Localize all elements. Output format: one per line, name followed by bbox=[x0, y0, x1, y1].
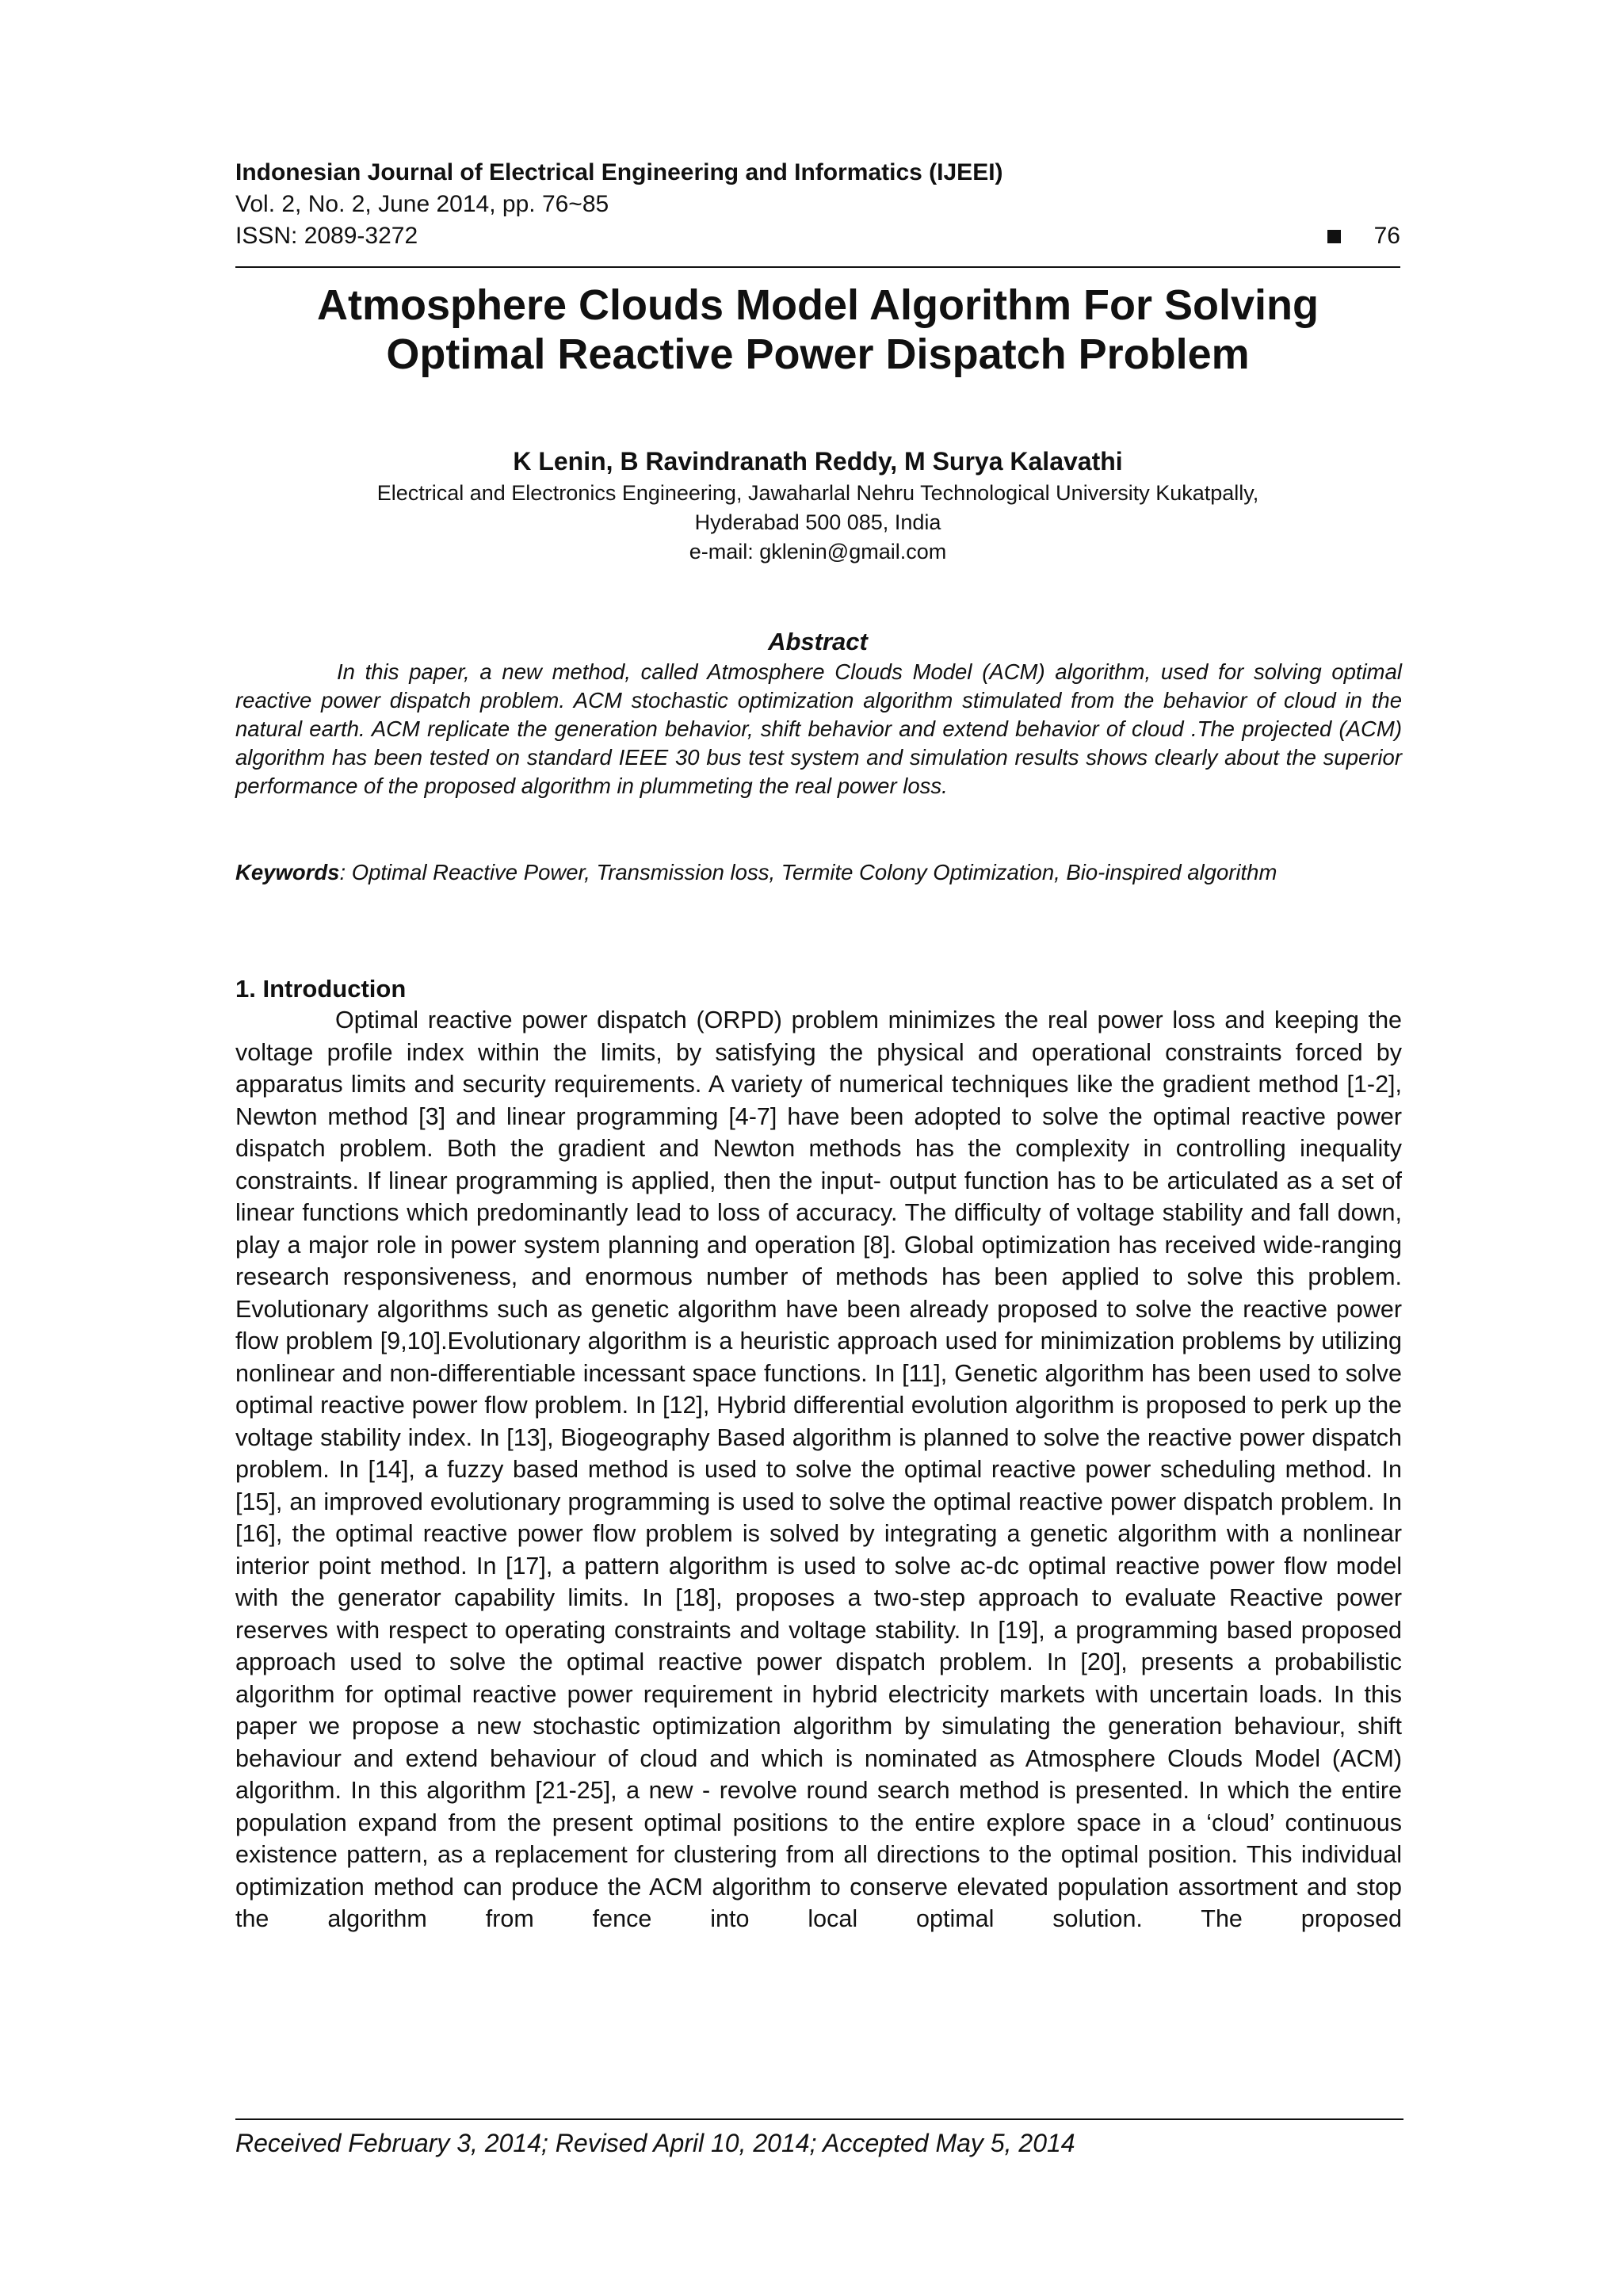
section-heading-introduction: 1. Introduction bbox=[235, 975, 407, 1003]
paper-title-line-1: Atmosphere Clouds Model Algorithm For Solving bbox=[316, 281, 1319, 329]
keywords-label: Keywords bbox=[235, 860, 340, 884]
black-square-icon bbox=[1327, 230, 1341, 243]
issn: ISSN: 2089-3272 bbox=[235, 223, 418, 249]
page-number: 76 bbox=[1373, 223, 1400, 249]
submission-history: Received February 3, 2014; Revised April 10, 2014; Accepted May 5, 2014 bbox=[235, 2129, 1075, 2157]
footer-divider bbox=[235, 2118, 1403, 2120]
author-email: e-mail: gklenin@gmail.com bbox=[689, 540, 947, 563]
issn-row bbox=[235, 220, 1400, 252]
author-block bbox=[235, 444, 1400, 567]
abstract-heading: Abstract bbox=[768, 628, 868, 655]
affiliation-line-2: Hyderabad 500 085, India bbox=[694, 510, 941, 534]
paper-title bbox=[235, 281, 1400, 379]
paper-title-line-2: Optimal Reactive Power Dispatch Problem bbox=[386, 330, 1250, 378]
abstract-text: In this paper, a new method, called Atmosphere Clouds Model (ACM) algorithm, used for solving optimal reactive power dispatch problem. ACM stochastic optimization algorithm stimulated from the behavior of cloud in the natural earth. ACM replicate the generation behavior, shift behavior and extend behavior of cloud .The projected (ACM) algorithm has been tested on standard IEEE 30 bus test system and simulation results shows clearly about the superior performance of the proposed algorithm in plummeting the real power loss. bbox=[235, 659, 1402, 798]
affiliation-line-1: Electrical and Electronics Engineering, Jawaharlal Nehru Technological University Kukatpally, bbox=[376, 481, 1259, 505]
author-names: K Lenin, B Ravindranath Reddy, M Surya Kalavathi bbox=[513, 447, 1123, 476]
journal-title: Indonesian Journal of Electrical Engineering and Informatics (IJEEI) bbox=[235, 159, 1003, 185]
volume-info: Vol. 2, No. 2, June 2014, pp. 76~85 bbox=[235, 191, 609, 217]
running-header bbox=[235, 157, 1400, 252]
page-number-group bbox=[1327, 220, 1400, 252]
introduction-text: Optimal reactive power dispatch (ORPD) problem minimizes the real power loss and keeping the voltage profile index within the limits, by satisfying the physical and operational constraints forced by apparatus limits and security requirements. A variety of numerical techniques like the gradient method [1-2], Newton method [3] and linear programming [4-7] have been adopted to solve the optimal reactive power dispatch problem. Both the gradient and Newton methods has the complexity in controlling inequality constraints. If linear programming is applied, then the input- output function has to be articulated as a set of linear functions which predominantly lead to loss of accuracy. The difficulty of voltage stability and fall down, play a major role in power system planning and operation [8]. Global optimization has received wide-ranging research responsiveness, and enormous number of methods has been applied to solve this problem. Evolutionary algorithms such as genetic algorithm have been already proposed to solve the reactive power flow problem [9,10].Evolutionary algorithm is a heuristic approach used for minimization problems by utilizing nonlinear and non-differentiable incessant space functions. In [11], Genetic algorithm has been used to solve optimal reactive power flow problem. In [12], Hybrid differential evolution algorithm is proposed to perk up the voltage stability index. In [13], Biogeography Based algorithm is planned to solve the reactive power dispatch problem. In [14], a fuzzy based method is used to solve the optimal reactive power scheduling method. In [15], an improved evolutionary programming is used to solve the optimal reactive power dispatch problem. In [16], the optimal reactive power flow problem is solved by integrating a genetic algorithm with a nonlinear interior point method. In [17], a pattern algorithm is used to solve ac-dc optimal reactive power flow model with the generator capability limits. In [18], proposes a two-step approach to evaluate Reactive power reserves with respect to operating constraints and voltage stability. In [19], a programming based proposed approach used to solve the optimal reactive power dispatch problem. In [20], presents a probabilistic algorithm for optimal reactive power requirement in hybrid electricity markets with uncertain loads. In this paper we propose a new stochastic optimization algorithm by simulating the generation behaviour, shift behaviour and extend behaviour of cloud and which is nominated as Atmosphere Clouds Model (ACM) algorithm. In this algorithm [21-25], a new - revolve round search method is presented. In which the entire population expand from the present optimal positions to the entire explore space in a ‘cloud’ continuous existence pattern, as a replacement for clustering from all directions to the optimal position. This individual optimization method can produce the ACM algorithm to conserve elevated population assortment and stop the algorithm from fence into local optimal solution. The proposed bbox=[235, 1007, 1402, 1932]
header-divider bbox=[235, 266, 1400, 268]
keywords bbox=[235, 858, 1329, 887]
keywords-text: : Optimal Reactive Power, Transmission loss, Termite Colony Optimization, Bio-inspired algorithm bbox=[339, 860, 1277, 884]
